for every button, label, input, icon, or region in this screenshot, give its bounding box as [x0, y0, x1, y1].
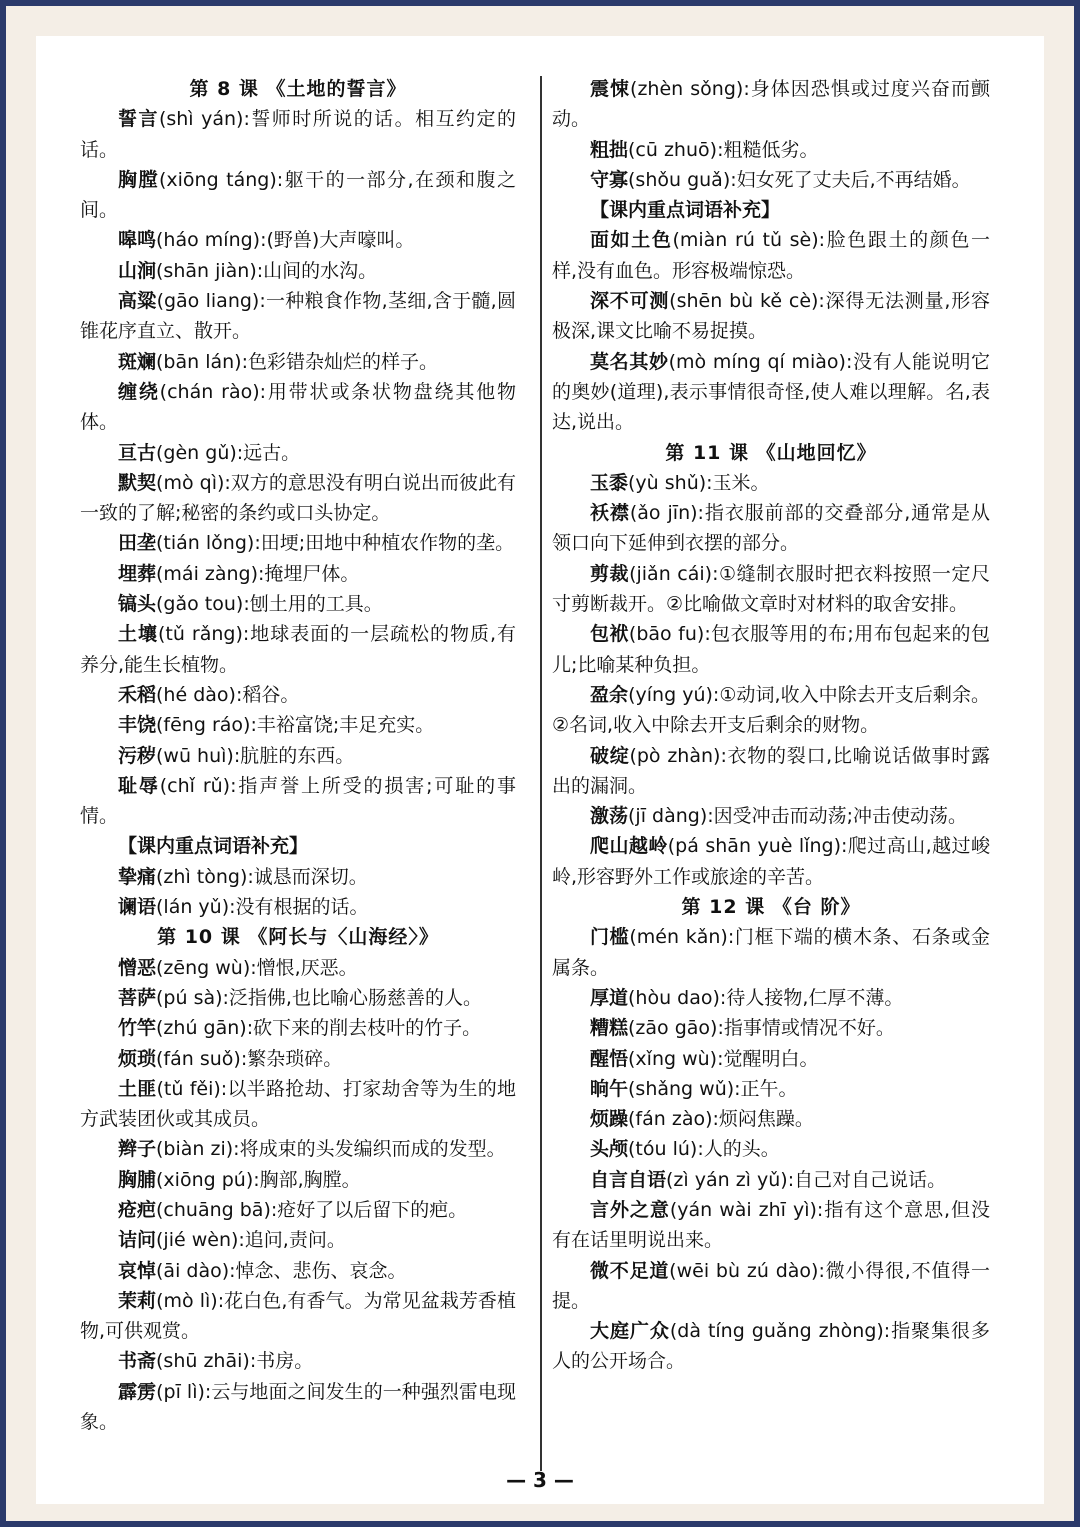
vocab-entry	[80, 589, 516, 619]
vocab-term: 嗥鸣	[118, 229, 157, 252]
vocab-term: 高粱	[118, 290, 157, 313]
vocab-entry	[80, 771, 516, 832]
vocab-definition: :①动词,收入中除去开支后剩余。②名词,收入中除去开支后剩余的财物。	[552, 683, 990, 737]
vocab-term: 禾稻	[118, 683, 157, 706]
vocab-pinyin: (dà tíng guǎng zhòng)	[669, 1320, 884, 1343]
vocab-entry	[80, 953, 516, 983]
vocab-entry	[552, 922, 990, 983]
vocab-term: 污秽	[118, 744, 157, 767]
vocab-definition: :指有这个意思,但没有在话里明说出来。	[552, 1198, 990, 1252]
vocab-term: 言外之意	[590, 1198, 670, 1221]
vocab-definition: :衣物的裂口,比喻说话做事时露出的漏洞。	[552, 744, 990, 797]
vocab-definition: :自己对自己说话。	[787, 1168, 947, 1191]
vocab-definition: :花白色,有香气。为常见盆栽芳香植物,可供观赏。	[80, 1289, 516, 1343]
vocab-entry	[552, 741, 990, 802]
vocab-term: 土匪	[118, 1077, 157, 1100]
vocab-entry	[80, 1195, 516, 1225]
vocab-entry	[80, 104, 516, 165]
vocab-pinyin: (yán wài zhī yì)	[669, 1198, 817, 1221]
vocab-term: 山涧	[118, 259, 157, 282]
vocab-entry	[80, 710, 516, 740]
vocab-pinyin: (pá shān yuè lǐng)	[667, 835, 841, 858]
vocab-pinyin: (zì yán zì yǔ)	[666, 1168, 788, 1191]
vocab-entry	[80, 1044, 516, 1074]
vocab-term: 粗拙	[590, 138, 629, 161]
vocab-definition: :躯干的一部分,在颈和腹之间。	[80, 168, 516, 222]
vocab-term: 土壤	[118, 623, 158, 646]
vocab-entry	[552, 1134, 990, 1164]
vocab-entry	[552, 347, 990, 438]
vocab-definition: :指声誉上所受的损害;可耻的事情。	[80, 774, 516, 828]
vocab-entry	[552, 1013, 990, 1043]
vocab-definition: :刨土用的工具。	[243, 593, 383, 616]
vocab-term: 激荡	[590, 805, 629, 828]
vocab-definition: :觉醒明白。	[717, 1047, 819, 1070]
vocab-definition: :繁杂琐碎。	[240, 1047, 343, 1070]
vocab-definition: :因受冲击而动荡;冲击使动荡。	[707, 805, 968, 828]
vocab-definition: :追问,责问。	[238, 1229, 346, 1252]
vocab-pinyin: (chán rào)	[159, 380, 260, 403]
vocab-entry	[80, 468, 516, 529]
vocab-entry	[80, 1165, 516, 1195]
vocab-term: 谰语	[118, 896, 157, 919]
vocab-entry	[80, 347, 516, 377]
vocab-term: 爬山越岭	[590, 835, 668, 858]
vocab-term: 耻辱	[118, 774, 160, 797]
vocab-term: 霹雳	[118, 1380, 157, 1403]
vocab-term: 埋葬	[118, 562, 157, 585]
vocab-pinyin: (tǔ fěi)	[156, 1077, 221, 1100]
vocab-pinyin: (mén kǎn)	[629, 926, 728, 949]
vocab-entry	[80, 1074, 516, 1135]
vocab-pinyin: (gāo liang)	[156, 290, 260, 313]
vocab-term: 自言自语	[590, 1168, 667, 1191]
vocab-pinyin: (shū zhāi)	[156, 1350, 250, 1373]
vocab-entry	[552, 225, 990, 286]
vocab-entry	[552, 74, 990, 135]
vocab-pinyin: (yíng yú)	[628, 683, 713, 706]
vocab-entry	[80, 1256, 516, 1286]
vocab-pinyin: (jiǎn cái)	[629, 562, 713, 585]
vocab-term: 茉莉	[118, 1289, 157, 1312]
vocab-pinyin: (háo míng)	[156, 229, 261, 252]
page-number: — 3 —	[506, 1468, 574, 1492]
right-column	[552, 74, 990, 1377]
vocab-definition: :待人接物,仁厚不薄。	[719, 986, 904, 1009]
column-divider	[540, 76, 542, 1471]
vocab-term: 诘问	[118, 1229, 157, 1252]
vocab-definition: :玉米。	[706, 471, 770, 494]
vocab-term: 亘古	[118, 441, 157, 464]
vocab-pinyin: (zhì tòng)	[156, 865, 248, 888]
vocab-pinyin: (biàn zi)	[156, 1138, 234, 1161]
vocab-term: 微不足道	[590, 1259, 670, 1282]
vocab-entry	[80, 286, 516, 347]
vocab-pinyin: (bān lán)	[156, 350, 242, 373]
vocab-term: 辫子	[118, 1138, 157, 1161]
vocab-definition: :没有根据的话。	[229, 896, 369, 919]
vocab-pinyin: (mái zàng)	[156, 562, 259, 585]
vocab-definition: :指聚集很多人的公开场合。	[552, 1320, 990, 1373]
vocab-entry	[80, 165, 516, 226]
vocab-term: 疮疤	[118, 1198, 157, 1221]
vocab-term: 挚痛	[118, 865, 157, 888]
vocab-term: 莫名其妙	[590, 350, 669, 373]
vocab-pinyin: (ǎo jīn)	[629, 502, 698, 525]
vocab-term: 烦躁	[590, 1108, 629, 1131]
vocab-term: 厚道	[590, 986, 629, 1009]
vocab-term: 斑斓	[118, 350, 157, 373]
vocab-pinyin: (cū zhuō)	[628, 138, 718, 161]
vocab-definition: :誓师时所说的话。相互约定的话。	[80, 108, 516, 161]
vocab-definition: :砍下来的削去枝叶的竹子。	[246, 1017, 482, 1040]
vocab-pinyin: (chuāng bā)	[156, 1198, 271, 1221]
vocab-pinyin: (shǎng wǔ)	[628, 1077, 735, 1100]
vocab-pinyin: (jī dàng)	[628, 805, 708, 828]
vocab-pinyin: (yù shǔ)	[628, 471, 707, 494]
vocab-definition: :微小得很,不值得一提。	[552, 1259, 990, 1312]
vocab-pinyin: (zhèn sǒng)	[630, 78, 744, 100]
vocab-term: 默契	[118, 471, 157, 494]
vocab-term: 缠绕	[118, 380, 160, 403]
vocab-entry	[552, 1316, 990, 1377]
vocab-entry	[80, 559, 516, 589]
vocab-pinyin: (pī lì)	[156, 1380, 205, 1403]
lesson-heading: 第 12 课 《台 阶》	[681, 896, 861, 919]
vocab-pinyin: (zhú gān)	[156, 1017, 247, 1040]
vocab-term: 盈余	[590, 683, 629, 706]
vocab-term: 竹竿	[118, 1017, 157, 1040]
vocab-pinyin: (mò lì)	[156, 1289, 218, 1312]
vocab-definition: :憎恨,厌恶。	[250, 956, 358, 979]
vocab-entry	[552, 619, 990, 680]
vocab-pinyin: (xǐng wù)	[628, 1047, 718, 1070]
page-frame	[6, 6, 1074, 1521]
vocab-pinyin: (gǎo tou)	[156, 593, 244, 616]
vocab-pinyin: (shān jiàn)	[156, 259, 257, 282]
vocab-pinyin: (hé dào)	[156, 683, 236, 706]
vocab-entry	[552, 498, 990, 559]
vocab-definition: :深得无法测量,形容极深,课文比喻不易捉摸。	[552, 290, 990, 343]
vocab-definition: :田埂;田地中种植农作物的垄。	[254, 532, 515, 555]
vocab-term: 玉黍	[590, 471, 629, 494]
vocab-definition: :脸色跟土的颜色一样,没有血色。形容极端惊恐。	[552, 229, 990, 282]
vocab-definition: :用带状或条状物盘绕其他物体。	[80, 380, 516, 434]
vocab-entry	[552, 135, 990, 165]
vocab-pinyin: (fán suǒ)	[156, 1047, 241, 1070]
vocab-definition: :双方的意思没有明白说出而彼此有一致的了解;秘密的条约或口头协定。	[80, 471, 516, 525]
vocab-pinyin: (lán yǔ)	[156, 896, 230, 919]
vocab-entry	[80, 741, 516, 771]
vocab-definition: :色彩错杂灿烂的样子。	[241, 350, 438, 373]
vocab-definition: :将成束的头发编织而成的发型。	[233, 1138, 506, 1161]
vocab-definition: :远古。	[236, 441, 301, 464]
vocab-pinyin: (jié wèn)	[156, 1229, 239, 1252]
vocab-definition: :正午。	[734, 1077, 798, 1100]
vocab-definition: :丰裕富饶;丰足充实。	[250, 714, 435, 737]
vocab-pinyin: (hòu dao)	[628, 986, 720, 1009]
document-page	[36, 36, 1044, 1504]
vocab-pinyin: (chǐ rǔ)	[159, 774, 231, 797]
vocab-entry	[80, 528, 516, 558]
vocab-entry	[552, 1104, 990, 1134]
vocab-pinyin: (shǒu guǎ)	[628, 168, 731, 191]
vocab-definition: :地球表面的一层疏松的物质,有养分,能生长植物。	[80, 623, 516, 676]
vocab-pinyin: (fán zào)	[628, 1108, 713, 1131]
vocab-term: 书斋	[118, 1350, 157, 1373]
vocab-entry	[80, 438, 516, 468]
vocab-entry	[80, 1225, 516, 1255]
vocab-entry	[552, 468, 990, 498]
vocab-definition: :门框下端的横木条、石条或金属条。	[552, 926, 990, 979]
vocab-term: 田垄	[118, 532, 157, 555]
vocab-entry	[80, 377, 516, 438]
vocab-entry	[552, 831, 990, 892]
vocab-definition: :粗糙低劣。	[717, 138, 819, 161]
vocab-pinyin: (tóu lú)	[628, 1138, 698, 1161]
vocab-definition: :包衣服等用的布;用布包起来的包儿;比喻某种负担。	[552, 623, 990, 676]
vocab-entry	[552, 286, 990, 347]
lesson-heading: 第 10 课 《阿长与〈山海经〉》	[157, 926, 439, 949]
vocab-term: 门槛	[590, 926, 630, 949]
vocab-definition: :一种粮食作物,茎细,含于髓,圆锥花序直立、散开。	[80, 290, 516, 343]
vocab-term: 胸脯	[118, 1168, 157, 1191]
vocab-entry	[552, 1195, 990, 1256]
vocab-pinyin: (pò zhàn)	[629, 744, 721, 767]
vocab-definition: :稻谷。	[235, 683, 300, 706]
vocab-entry	[552, 1256, 990, 1317]
lesson-heading: 第 8 课 《土地的誓言》	[189, 78, 407, 100]
vocab-entry	[80, 1013, 516, 1043]
vocab-term: 袄襟	[590, 502, 630, 525]
vocab-term: 破绽	[590, 744, 630, 767]
vocab-term: 面如土色	[590, 229, 673, 252]
vocab-entry	[80, 619, 516, 680]
vocab-term: 胸膛	[118, 168, 159, 191]
vocab-definition: :诚恳而深切。	[247, 865, 368, 888]
vocab-entry	[552, 1044, 990, 1074]
vocab-definition: :云与地面之间发生的一种强烈雷电现象。	[80, 1380, 516, 1434]
vocab-entry	[552, 559, 990, 620]
vocab-entry	[552, 983, 990, 1013]
vocab-definition: :爬过高山,越过峻岭,形容野外工作或旅途的辛苦。	[552, 835, 990, 888]
supplement-heading: 【课内重点词语补充】	[590, 199, 781, 222]
vocab-term: 头颅	[590, 1138, 629, 1161]
vocab-pinyin: (fēng ráo)	[156, 714, 251, 737]
vocab-term: 镐头	[118, 593, 157, 616]
vocab-definition: :烦闷焦躁。	[712, 1108, 814, 1131]
vocab-term: 守寡	[590, 168, 629, 191]
vocab-definition: :疮好了以后留下的疤。	[270, 1198, 468, 1221]
vocab-definition: :①缝制衣服时把衣料按照一定尺寸剪断裁开。②比喻做文章时对材料的取舍安排。	[552, 562, 990, 616]
vocab-entry	[80, 1286, 516, 1347]
vocab-term: 醒悟	[590, 1047, 629, 1070]
vocab-entry	[552, 1074, 990, 1104]
vocab-definition: :书房。	[249, 1350, 314, 1373]
vocab-entry	[80, 892, 516, 922]
left-column	[80, 74, 516, 1437]
supplement-heading: 【课内重点词语补充】	[118, 835, 309, 858]
vocab-term: 烦琐	[118, 1047, 157, 1070]
vocab-entry	[80, 1377, 516, 1438]
vocab-pinyin: (wū huì)	[156, 744, 234, 767]
vocab-definition: :指衣服前部的交叠部分,通常是从领口向下延伸到衣摆的部分。	[552, 502, 990, 555]
vocab-definition: :妇女死了丈夫后,不再结婚。	[730, 168, 971, 191]
vocab-entry	[80, 1346, 516, 1376]
vocab-pinyin: (āi dào)	[156, 1259, 230, 1282]
vocab-term: 菩萨	[118, 986, 157, 1009]
vocab-pinyin: (wēi bù zú dào)	[669, 1259, 819, 1282]
lesson-heading: 第 11 课 《山地回忆》	[665, 441, 877, 464]
vocab-definition: :胸部,胸膛。	[253, 1168, 361, 1191]
vocab-definition: :没有人能说明它的奥妙(道理),表示事情很奇怪,使人难以理解。名,表达,说出。	[552, 350, 990, 434]
vocab-definition: :肮脏的东西。	[233, 744, 355, 767]
vocab-entry	[552, 165, 990, 195]
vocab-entry	[80, 256, 516, 286]
vocab-term: 震悚	[590, 78, 631, 100]
vocab-definition: :山间的水沟。	[256, 259, 378, 282]
vocab-term: 憎恶	[118, 956, 157, 979]
vocab-definition: :人的头。	[697, 1138, 780, 1161]
vocab-pinyin: (tǔ rǎng)	[157, 623, 243, 646]
vocab-definition: :以半路抢劫、打家劫舍等为生的地方武装团伙或其成员。	[80, 1077, 517, 1131]
vocab-entry	[552, 1165, 990, 1195]
vocab-definition: :(野兽)大声嚎叫。	[260, 229, 415, 252]
vocab-term: 包袱	[590, 623, 629, 646]
vocab-definition: :指事情或情况不好。	[717, 1017, 895, 1040]
vocab-pinyin: (miàn rú tǔ sè)	[672, 229, 819, 252]
vocab-term: 深不可测	[590, 290, 670, 313]
vocab-pinyin: (mò míng qí miào)	[668, 350, 846, 373]
vocab-pinyin: (mò qì)	[156, 471, 225, 494]
vocab-pinyin: (shì yán)	[158, 108, 244, 131]
vocab-pinyin: (zāo gāo)	[628, 1017, 718, 1040]
vocab-entry	[80, 983, 516, 1013]
vocab-term: 大庭广众	[590, 1320, 670, 1343]
vocab-term: 晌午	[590, 1077, 629, 1100]
vocab-pinyin: (pú sà)	[156, 986, 223, 1009]
vocab-entry	[552, 680, 990, 741]
vocab-term: 誓言	[118, 108, 159, 131]
vocab-entry	[80, 680, 516, 710]
vocab-entry	[80, 862, 516, 892]
vocab-entry	[80, 1134, 516, 1164]
vocab-definition: :掩埋尸体。	[258, 562, 360, 585]
vocab-pinyin: (shēn bù kě cè)	[669, 290, 819, 313]
vocab-term: 丰饶	[118, 714, 157, 737]
vocab-term: 哀悼	[118, 1259, 157, 1282]
vocab-entry	[552, 801, 990, 831]
vocab-definition: :悼念、悲伤、哀念。	[229, 1259, 407, 1282]
vocab-pinyin: (bāo fu)	[628, 623, 705, 646]
vocab-term: 糟糕	[590, 1017, 629, 1040]
vocab-definition: :泛指佛,也比喻心肠慈善的人。	[222, 986, 482, 1009]
vocab-pinyin: (zēng wù)	[156, 956, 251, 979]
vocab-entry	[80, 225, 516, 255]
vocab-pinyin: (xiōng pú)	[156, 1168, 254, 1191]
vocab-pinyin: (xiōng táng)	[158, 168, 277, 191]
vocab-term: 剪裁	[590, 562, 630, 585]
vocab-pinyin: (tián lǒng)	[156, 532, 255, 555]
vocab-pinyin: (gèn gǔ)	[156, 441, 237, 464]
vocab-definition: :身体因恐惧或过度兴奋而颤动。	[552, 78, 990, 131]
